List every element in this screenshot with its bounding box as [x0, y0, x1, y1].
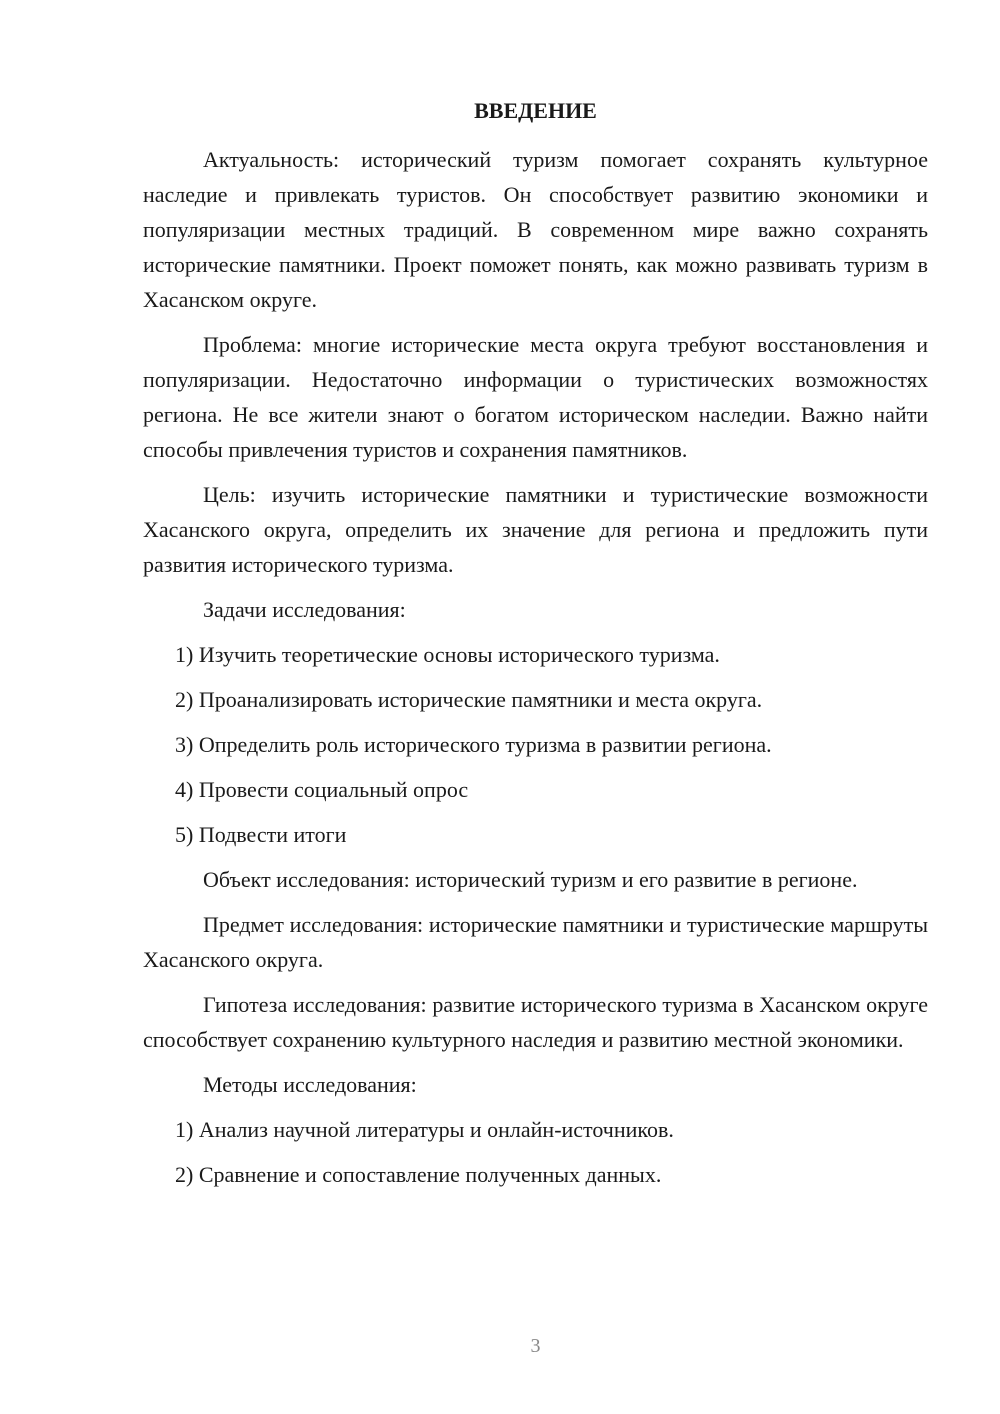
method-item: 2) Сравнение и сопоставление полученных данных.	[175, 1162, 662, 1187]
task-item: 5) Подвести итоги	[175, 822, 347, 847]
goal-paragraph: Цель: изучить исторические памятники и туристические возможности Хасанского округа, определить их значение для региона и предложить пути развития исторического туризма.	[143, 482, 928, 577]
tasks-heading: Задачи исследования:	[203, 597, 406, 622]
subject-paragraph: Предмет исследования: исторические памятники и туристические маршруты Хасанского округа.	[143, 912, 928, 972]
method-item: 1) Анализ научной литературы и онлайн-источников.	[175, 1117, 674, 1142]
problem-paragraph: Проблема: многие исторические места округа требуют восстановления и популяризации. Недостаточно информации о туристических возможностях региона. Не все жители знают о богатом историческом наследии. Важно найти способы привлечения туристов и сохранения памятников.	[143, 332, 928, 462]
methods-heading: Методы исследования:	[203, 1072, 417, 1097]
page-number: 3	[530, 1335, 541, 1357]
document-body	[143, 142, 928, 1202]
task-item: 1) Изучить теоретические основы исторического туризма.	[175, 642, 720, 667]
object-paragraph: Объект исследования: исторический туризм и его развитие в регионе.	[203, 867, 858, 892]
document-page	[143, 0, 928, 1414]
task-item: 4) Провести социальный опрос	[175, 777, 469, 802]
relevance-paragraph: Актуальность: исторический туризм помогает сохранять культурное наследие и привлекать туристов. Он способствует развитию экономики и популяризации местных традиций. В современном мире важно сохранять исторические памятники. Проект поможет понять, как можно развивать туризм в Хасанском округе.	[143, 147, 928, 312]
section-heading: ВВЕДЕНИЕ	[474, 98, 597, 123]
hypothesis-paragraph: Гипотеза исследования: развитие исторического туризма в Хасанском округе способствует сохранению культурного наследия и развитию местной экономики.	[143, 992, 928, 1052]
task-item: 2) Проанализировать исторические памятники и места округа.	[175, 687, 763, 712]
task-item: 3) Определить роль исторического туризма в развитии региона.	[175, 732, 772, 757]
